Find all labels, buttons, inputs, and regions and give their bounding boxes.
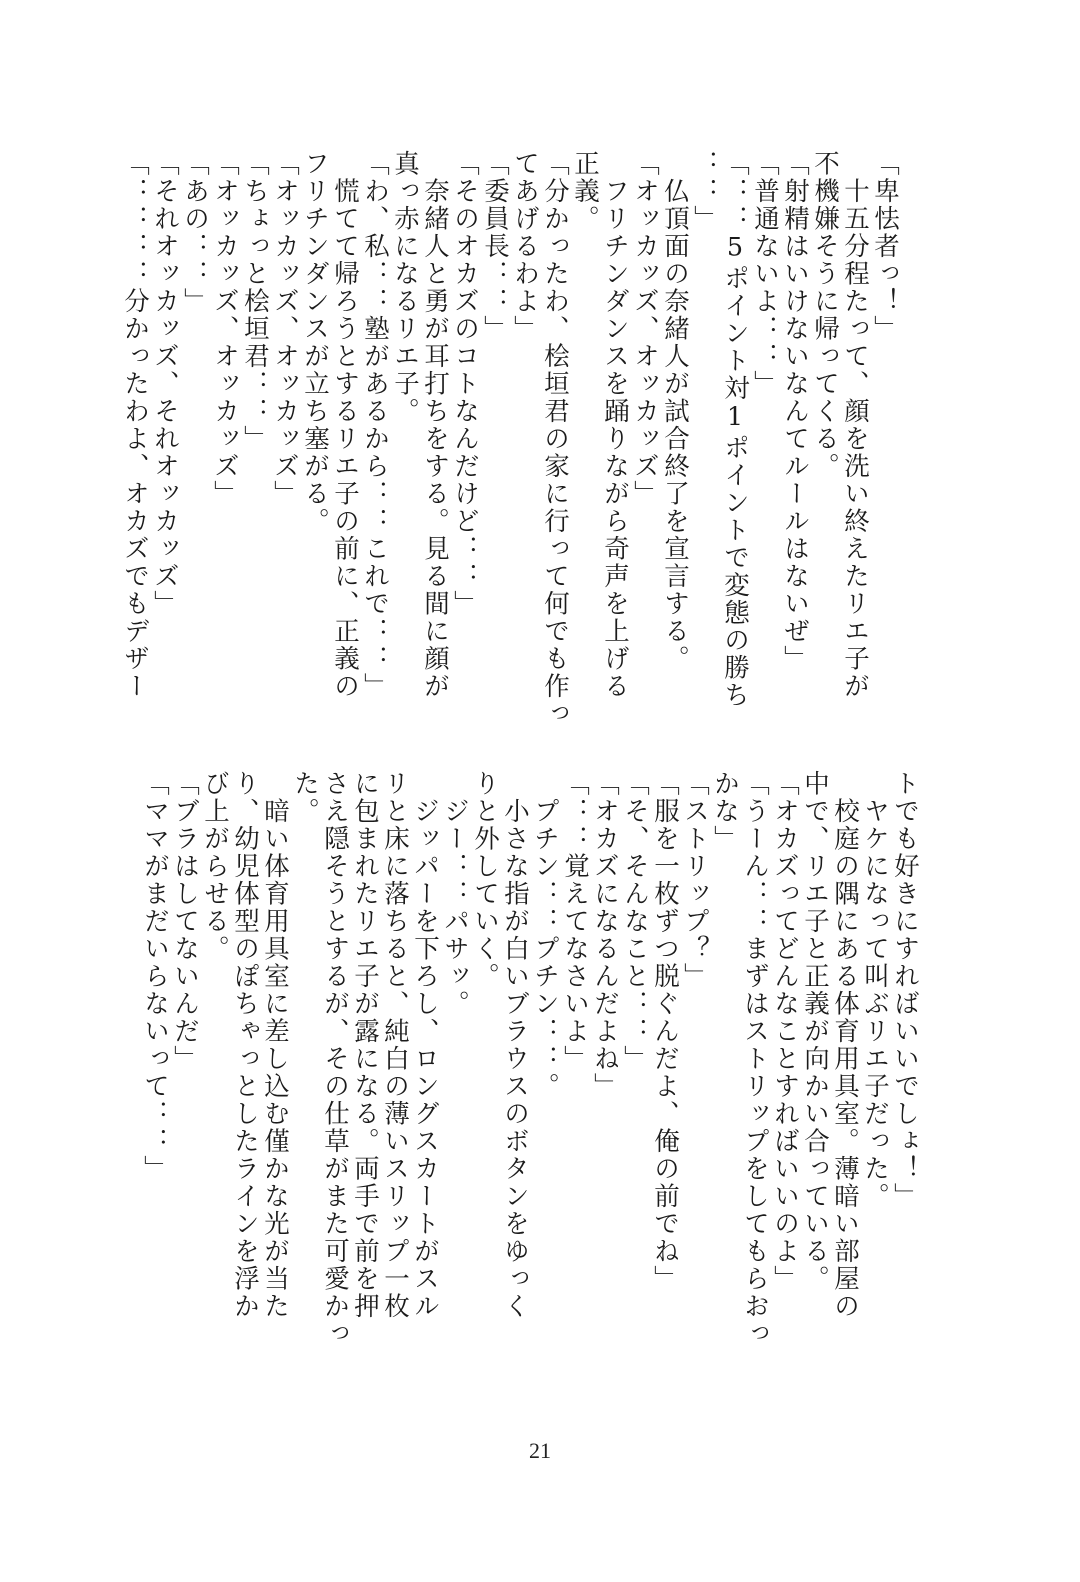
text-line: 「：：5ポイント対1ポイントで変態の勝ち — [720, 150, 750, 709]
text-line: 「オカズになるんだよね」 — [590, 770, 620, 1100]
text-line: 「オカズってどんなことすればいいのよ」 — [770, 770, 800, 1293]
text-line: ジッパーを下ろし、ロングスカートがスル — [410, 770, 440, 1320]
text-line: 暗い体育用具室に差し込む僅かな光が当た — [260, 770, 290, 1320]
text-line: 「オッカッズ、オッカッズ」 — [630, 150, 660, 508]
text-line: ジー：：パサッ。 — [440, 770, 470, 1018]
text-line: り、幼児体型のぽちゃっとしたラインを浮か — [230, 770, 260, 1320]
bottom-text-block — [140, 770, 920, 1348]
text-line: 「射精はいけないなんてルールはないぜ」 — [780, 150, 810, 673]
text-line: 「うーん：：まずはストリップをしてもらおっ — [740, 770, 770, 1348]
text-line: 中で、リエ子と正義が向かい合っている。 — [800, 770, 830, 1293]
text-line: 「わ、私：：塾があるから：：これで：：」 — [360, 150, 390, 700]
text-line: 「卑怯者っ！」 — [870, 150, 900, 343]
text-line: 十五分程たって、顔を洗い終えたリエ子が — [840, 150, 870, 700]
text-line: 「そ、そんなこと：：」 — [620, 770, 650, 1073]
text-line: 「普通ないよ：：」 — [750, 150, 780, 398]
text-line: 真っ赤になるリエ子。 — [390, 150, 420, 425]
top-text-block — [120, 150, 900, 728]
text-line: 「オッカッズ、オッカッズ」 — [210, 150, 240, 508]
page-number: 21 — [529, 1438, 551, 1463]
text-line: かな」 — [710, 770, 740, 853]
text-line: 奈緒人と勇が耳打ちをする。見る間に顔が — [420, 150, 450, 700]
text-line: 「分かったわ、桧垣君の家に行って何でも作っ — [540, 150, 570, 728]
text-line: 「あの：：」 — [180, 150, 210, 315]
text-line: 正義。 — [570, 150, 600, 233]
text-line: 「服を一枚ずつ脱ぐんだよ、俺の前でね」 — [650, 770, 680, 1293]
text-line: リと床に落ちると、純白の薄いスリップ一枚 — [380, 770, 410, 1320]
text-line: プチン：：プチン：：。 — [530, 770, 560, 1100]
text-line: 「ちょっと桧垣君：：」 — [240, 150, 270, 453]
text-line: 「ブラはしてないんだ」 — [170, 770, 200, 1073]
text-line: 「そのオカズのコトなんだけど：：」 — [450, 150, 480, 618]
text-line: ：：」 — [690, 150, 720, 233]
text-line: 仏頂面の奈緒人が試合終了を宣言する。 — [660, 150, 690, 673]
text-line: 小さな指が白いブラウスのボタンをゆっく — [500, 770, 530, 1320]
text-line: 「：：覚えてなさいよ」 — [560, 770, 590, 1073]
text-line: 「それオッカッズ、それオッカッズ」 — [150, 150, 180, 618]
text-line: さえ隠そうとするが、その仕草がまた可愛かっ — [320, 770, 350, 1348]
text-line: 慌てて帰ろうとするリエ子の前に、正義の — [330, 150, 360, 700]
text-line: りと外していく。 — [470, 770, 500, 990]
text-line: トでも好きにすればいいでしょ！」 — [890, 770, 920, 1210]
text-line: 校庭の隅にある体育用具室。薄暗い部屋の — [830, 770, 860, 1320]
text-line: び上がらせる。 — [200, 770, 230, 963]
text-line: 「ママがまだいらないって：：」 — [140, 770, 170, 1183]
text-line: 「ストリップ？」 — [680, 770, 710, 990]
text-line: ヤケになって叫ぶリエ子だった。 — [860, 770, 890, 1210]
text-line: フリチンダンスを踊りながら奇声を上げる — [600, 150, 630, 700]
text-line: フリチンダンスが立ち塞がる。 — [300, 150, 330, 535]
text-line: 「オッカッズ、オッカッズ」 — [270, 150, 300, 508]
text-line: た。 — [290, 770, 320, 825]
text-line: に包まれたリエ子が露になる。両手で前を押 — [350, 770, 380, 1320]
text-line: てあげるわよ」 — [510, 150, 540, 343]
text-line: 不機嫌そうに帰ってくる。 — [810, 150, 840, 480]
text-line: 「委員長：：」 — [480, 150, 510, 343]
text-line: 「：：：：分かったわよ、オカズでもデザー — [120, 150, 150, 700]
